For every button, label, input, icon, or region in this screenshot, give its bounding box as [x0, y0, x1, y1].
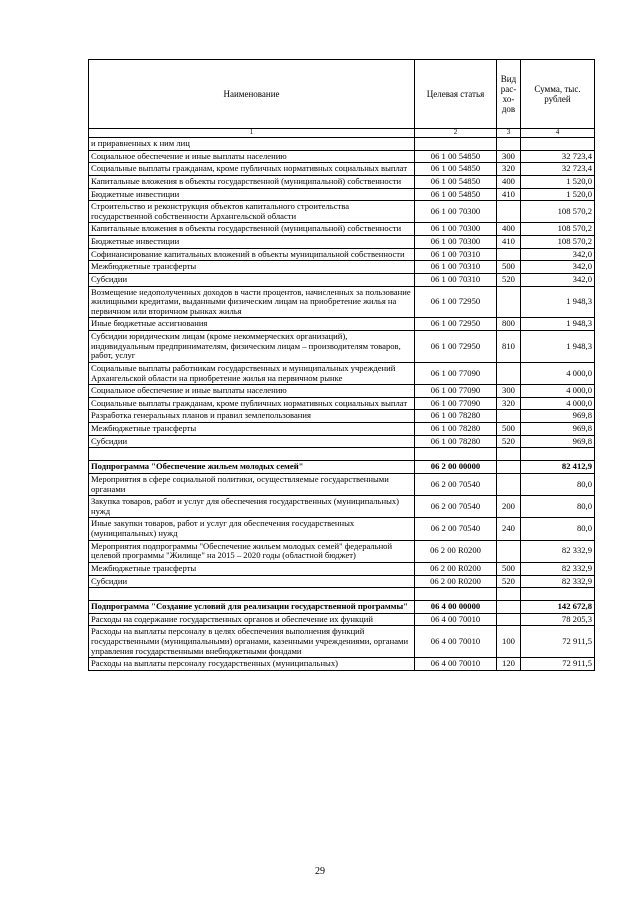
row-expense-type: 300 — [497, 150, 521, 163]
row-target-code — [415, 448, 497, 461]
column-number-row — [89, 129, 595, 138]
row-target-code: 06 1 00 54850 — [415, 175, 497, 188]
row-target-code: 06 1 00 78280 — [415, 435, 497, 448]
row-name: Межбюджетные трансферты — [89, 562, 415, 575]
table-row — [89, 188, 595, 201]
row-sum: 4 000,0 — [521, 397, 595, 410]
row-sum: 32 723,4 — [521, 163, 595, 176]
table-row — [89, 163, 595, 176]
table-row — [89, 175, 595, 188]
row-name: Разработка генеральных планов и правил землепользования — [89, 410, 415, 423]
table-row — [89, 540, 595, 562]
table-row — [89, 138, 595, 151]
row-expense-type: 520 — [497, 575, 521, 588]
row-target-code: 06 1 00 77090 — [415, 397, 497, 410]
column-number: 2 — [415, 129, 497, 138]
row-name: Подпрограмма "Обеспечение жильем молодых семей" — [89, 461, 415, 474]
row-name: Расходы на выплаты персоналу в целях обеспечения выполнения функций государственными (муниципальными) органами, казенными учреждениями, органами управления государственными внебюджетными фондами — [89, 626, 415, 658]
table-row — [89, 423, 595, 436]
header-target: Целевая статья — [415, 60, 497, 129]
row-sum: 4 000,0 — [521, 362, 595, 384]
row-target-code: 06 1 00 78280 — [415, 423, 497, 436]
row-name: Капитальные вложения в объекты государственной (муниципальной) собственности — [89, 175, 415, 188]
row-expense-type: 300 — [497, 385, 521, 398]
table-body — [89, 138, 595, 671]
row-sum: 342,0 — [521, 248, 595, 261]
row-expense-type: 400 — [497, 223, 521, 236]
table-row — [89, 318, 595, 331]
row-target-code — [415, 588, 497, 601]
row-name: Закупка товаров, работ и услуг для обеспечения государственных (муниципальных) нужд — [89, 496, 415, 518]
row-expense-type — [497, 461, 521, 474]
header-name: Наименование — [89, 60, 415, 129]
row-name: Бюджетные инвестиции — [89, 236, 415, 249]
table-row — [89, 518, 595, 540]
row-sum: 1 948,3 — [521, 286, 595, 318]
row-expense-type: 520 — [497, 273, 521, 286]
row-expense-type: 100 — [497, 626, 521, 658]
table-row — [89, 435, 595, 448]
row-expense-type: 500 — [497, 562, 521, 575]
row-sum: 108 570,2 — [521, 223, 595, 236]
row-target-code: 06 2 00 R0200 — [415, 575, 497, 588]
row-expense-type: 200 — [497, 496, 521, 518]
row-sum: 82 332,9 — [521, 575, 595, 588]
row-target-code: 06 1 00 70300 — [415, 236, 497, 249]
table-row — [89, 261, 595, 274]
row-target-code: 06 4 00 00000 — [415, 601, 497, 614]
row-name: Субсидии юридическим лицам (кроме некоммерческих организаций), индивидуальным предпринимателям, физическим лицам – производителям товаров, работ, услуг — [89, 331, 415, 363]
row-name: Капитальные вложения в объекты государственной (муниципальной) собственности — [89, 223, 415, 236]
table-row — [89, 150, 595, 163]
table-row — [89, 223, 595, 236]
row-target-code: 06 1 00 72950 — [415, 318, 497, 331]
table-row — [89, 248, 595, 261]
row-expense-type — [497, 286, 521, 318]
column-number: 1 — [89, 129, 415, 138]
row-target-code: 06 1 00 70300 — [415, 223, 497, 236]
row-sum: 142 672,8 — [521, 601, 595, 614]
row-name: Социальные выплаты гражданам, кроме публичных нормативных социальных выплат — [89, 397, 415, 410]
row-name: Расходы на выплаты персоналу государственных (муниципальных) — [89, 658, 415, 671]
row-target-code: 06 1 00 54850 — [415, 150, 497, 163]
row-expense-type: 410 — [497, 236, 521, 249]
table-row — [89, 286, 595, 318]
row-expense-type: 120 — [497, 658, 521, 671]
row-name: и приравненных к ним лиц — [89, 138, 415, 151]
table-row — [89, 448, 595, 461]
row-expense-type: 800 — [497, 318, 521, 331]
row-name: Бюджетные инвестиции — [89, 188, 415, 201]
row-name: Социальные выплаты работникам государственных и муниципальных учреждений Архангельской области на приобретение жилья на первичном рынке — [89, 362, 415, 384]
table-row — [89, 331, 595, 363]
header-expense-type: Вид рас-хо-дов — [497, 60, 521, 129]
budget-table — [88, 59, 595, 671]
row-sum: 969,8 — [521, 435, 595, 448]
row-expense-type: 500 — [497, 423, 521, 436]
table-row — [89, 201, 595, 223]
row-sum: 4 000,0 — [521, 385, 595, 398]
row-sum: 969,8 — [521, 423, 595, 436]
row-sum: 342,0 — [521, 261, 595, 274]
row-target-code: 06 1 00 72950 — [415, 331, 497, 363]
row-name: Межбюджетные трансферты — [89, 423, 415, 436]
row-name: Субсидии — [89, 435, 415, 448]
row-name: Межбюджетные трансферты — [89, 261, 415, 274]
row-expense-type — [497, 613, 521, 626]
table-row — [89, 461, 595, 474]
table-row — [89, 626, 595, 658]
row-sum: 78 205,3 — [521, 613, 595, 626]
row-target-code: 06 4 00 70010 — [415, 626, 497, 658]
row-target-code: 06 1 00 54850 — [415, 188, 497, 201]
row-target-code: 06 1 00 70300 — [415, 201, 497, 223]
table-header-row — [89, 60, 595, 129]
row-name — [89, 448, 415, 461]
row-name: Иные закупки товаров, работ и услуг для обеспечения государственных (муниципальных) нужд — [89, 518, 415, 540]
row-target-code: 06 1 00 78280 — [415, 410, 497, 423]
row-target-code — [415, 138, 497, 151]
row-name: Социальные выплаты гражданам, кроме публичных нормативных социальных выплат — [89, 163, 415, 176]
row-expense-type: 400 — [497, 175, 521, 188]
row-name: Мероприятия в сфере социальной политики, осуществляемые государственными органами — [89, 473, 415, 495]
row-sum: 969,8 — [521, 410, 595, 423]
header-sum: Сумма, тыс. рублей — [521, 60, 595, 129]
table-row — [89, 385, 595, 398]
row-name: Социальное обеспечение и иные выплаты населению — [89, 150, 415, 163]
row-target-code: 06 1 00 72950 — [415, 286, 497, 318]
row-sum: 82 332,9 — [521, 540, 595, 562]
row-sum: 82 332,9 — [521, 562, 595, 575]
row-sum: 32 723,4 — [521, 150, 595, 163]
row-name: Иные бюджетные ассигнования — [89, 318, 415, 331]
row-sum: 80,0 — [521, 496, 595, 518]
row-name: Субсидии — [89, 273, 415, 286]
row-sum: 72 911,5 — [521, 626, 595, 658]
column-number: 4 — [521, 129, 595, 138]
row-sum: 1 948,3 — [521, 331, 595, 363]
table-row — [89, 658, 595, 671]
table-row — [89, 588, 595, 601]
row-target-code: 06 1 00 70310 — [415, 273, 497, 286]
row-expense-type: 320 — [497, 163, 521, 176]
table-row — [89, 613, 595, 626]
row-expense-type: 520 — [497, 435, 521, 448]
table-row — [89, 575, 595, 588]
row-target-code: 06 1 00 70310 — [415, 261, 497, 274]
row-target-code: 06 2 00 70540 — [415, 518, 497, 540]
row-target-code: 06 2 00 70540 — [415, 496, 497, 518]
row-expense-type: 500 — [497, 261, 521, 274]
row-target-code: 06 2 00 70540 — [415, 473, 497, 495]
row-sum — [521, 448, 595, 461]
row-target-code: 06 1 00 77090 — [415, 362, 497, 384]
table-row — [89, 562, 595, 575]
row-name: Субсидии — [89, 575, 415, 588]
row-expense-type — [497, 601, 521, 614]
table-row — [89, 410, 595, 423]
row-sum: 1 948,3 — [521, 318, 595, 331]
row-target-code: 06 1 00 77090 — [415, 385, 497, 398]
row-target-code: 06 1 00 70310 — [415, 248, 497, 261]
row-sum — [521, 138, 595, 151]
row-name: Строительство и реконструкция объектов капитального строительства государственной собственности Архангельской области — [89, 201, 415, 223]
row-sum: 342,0 — [521, 273, 595, 286]
row-expense-type — [497, 448, 521, 461]
row-target-code: 06 2 00 R0200 — [415, 562, 497, 575]
row-expense-type — [497, 588, 521, 601]
row-target-code: 06 2 00 00000 — [415, 461, 497, 474]
table-row — [89, 273, 595, 286]
table-row — [89, 601, 595, 614]
row-sum: 80,0 — [521, 473, 595, 495]
row-target-code: 06 2 00 R0200 — [415, 540, 497, 562]
row-sum: 82 412,9 — [521, 461, 595, 474]
row-expense-type — [497, 138, 521, 151]
row-sum: 72 911,5 — [521, 658, 595, 671]
table-row — [89, 236, 595, 249]
row-name: Подпрограмма "Создание условий для реализации государственной программы" — [89, 601, 415, 614]
row-expense-type: 240 — [497, 518, 521, 540]
row-sum: 108 570,2 — [521, 201, 595, 223]
row-expense-type: 810 — [497, 331, 521, 363]
page-number: 29 — [315, 866, 325, 877]
row-expense-type — [497, 201, 521, 223]
table-row — [89, 397, 595, 410]
row-name: Социальное обеспечение и иные выплаты населению — [89, 385, 415, 398]
table-row — [89, 496, 595, 518]
row-name: Мероприятия подпрограммы "Обеспечение жильем молодых семей" федеральной целевой программы "Жилище" на 2015 – 2020 годы (областной бюджет) — [89, 540, 415, 562]
row-sum: 108 570,2 — [521, 236, 595, 249]
row-expense-type — [497, 248, 521, 261]
row-target-code: 06 4 00 70010 — [415, 613, 497, 626]
column-number: 3 — [497, 129, 521, 138]
table-row — [89, 473, 595, 495]
row-name: Возмещение недополученных доходов в части процентов, начисленных за пользование жилищными кредитами, выданными физическим лицам на приобретение жилья на первичном или вторичном рынках жилья — [89, 286, 415, 318]
row-sum: 1 520,0 — [521, 175, 595, 188]
row-expense-type — [497, 410, 521, 423]
row-name: Софинансирование капитальных вложений в объекты муниципальной собственности — [89, 248, 415, 261]
row-expense-type — [497, 473, 521, 495]
row-name — [89, 588, 415, 601]
row-target-code: 06 4 00 70010 — [415, 658, 497, 671]
row-sum: 1 520,0 — [521, 188, 595, 201]
row-target-code: 06 1 00 54850 — [415, 163, 497, 176]
row-expense-type: 320 — [497, 397, 521, 410]
row-expense-type — [497, 540, 521, 562]
row-expense-type: 410 — [497, 188, 521, 201]
row-name: Расходы на содержание государственных органов и обеспечение их функций — [89, 613, 415, 626]
row-sum — [521, 588, 595, 601]
table-row — [89, 362, 595, 384]
row-sum: 80,0 — [521, 518, 595, 540]
row-expense-type — [497, 362, 521, 384]
